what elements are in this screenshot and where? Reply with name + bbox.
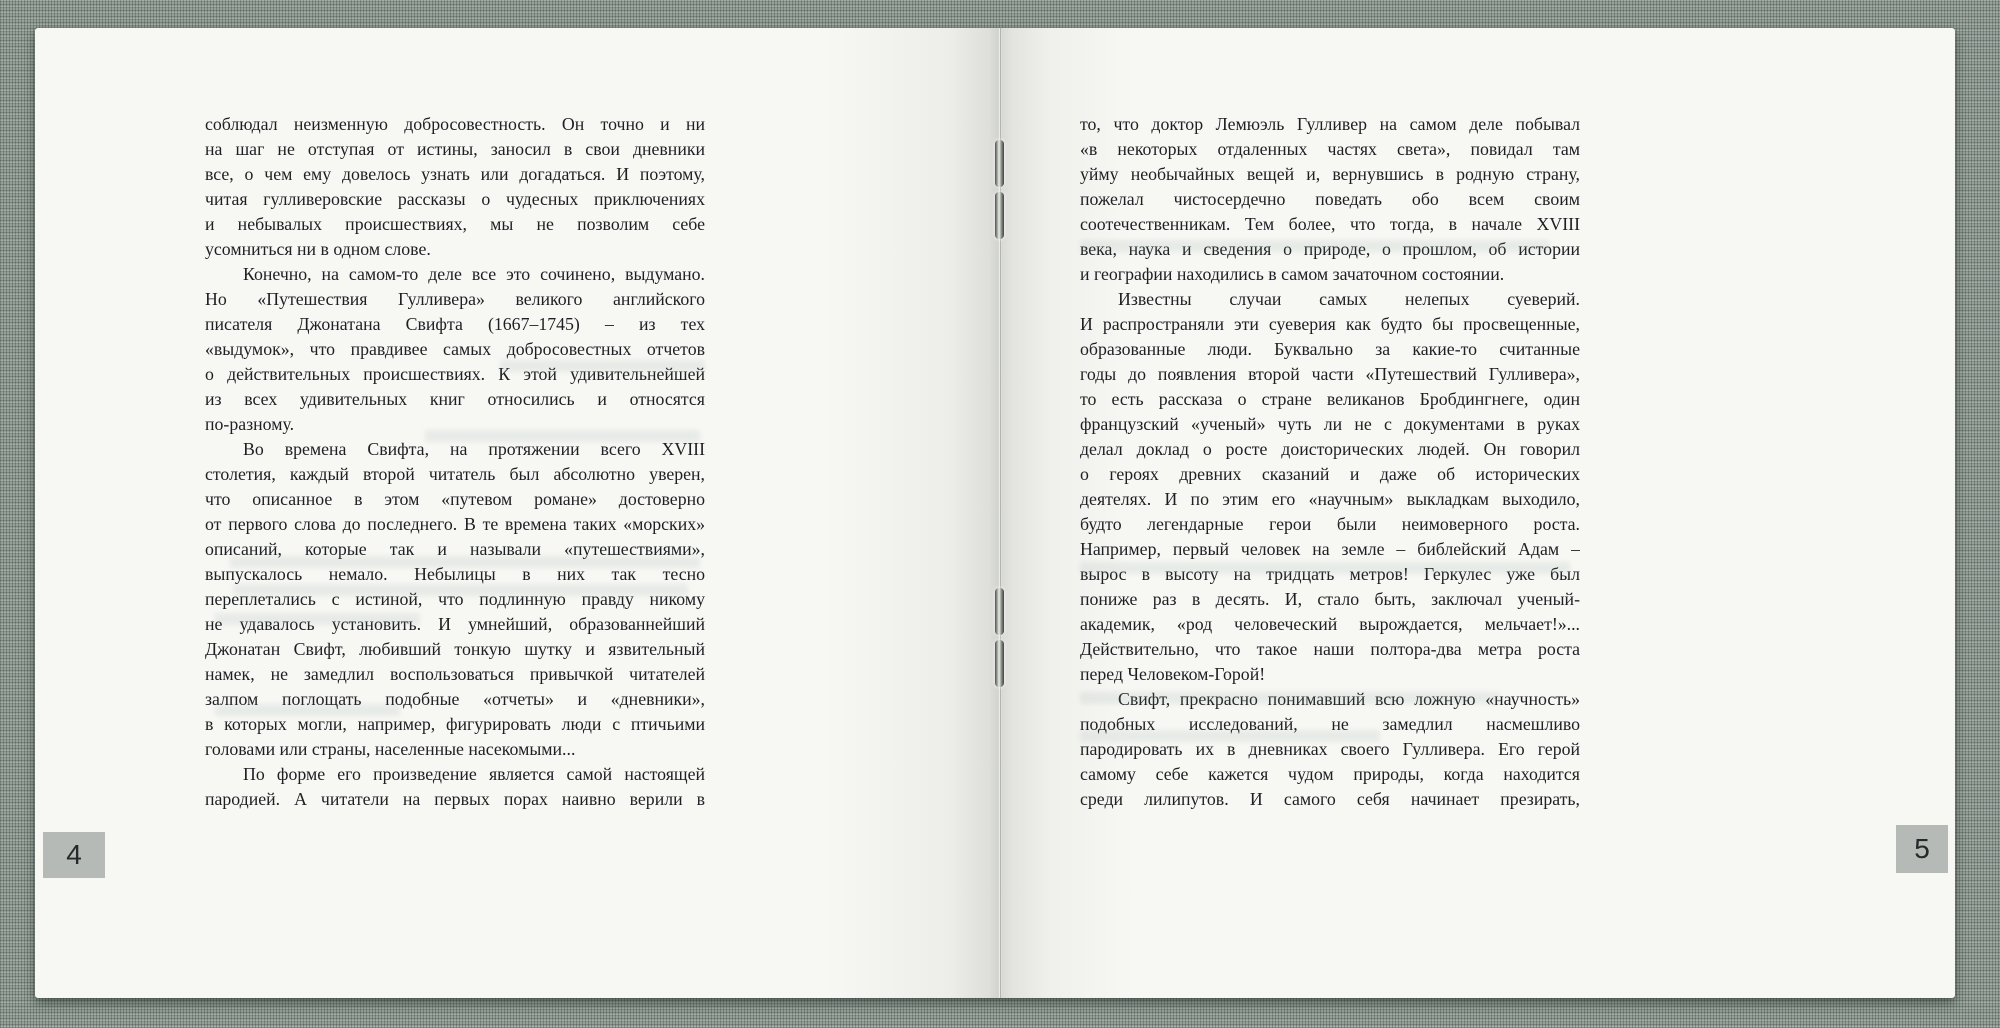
text-line: образованные люди. Буквально за какие-то считанные — [1080, 339, 1580, 359]
text-line: Конечно, на самом-то деле все это сочинено, выдумано. — [243, 264, 705, 284]
text-line: И распространяли эти суеверия как будто бы просвещенные, — [1080, 314, 1580, 334]
text-line: годы до появления второй части «Путешествий Гулливера», — [1080, 364, 1580, 384]
text-line: то есть рассказа о стране великанов Бробдингнеге, один — [1080, 389, 1580, 409]
text-line: академик, «род человеческий вырождается, мельчает!»... — [1080, 614, 1580, 634]
text-line: пародировать их в дневниках своего Гулливера. Его герой — [1080, 739, 1580, 759]
text-line: соотечественникам. Тем более, что тогда, в начале XVIII — [1080, 214, 1580, 234]
text-line: от первого слова до последнего. В те времена таких «морских» — [205, 514, 705, 534]
text-line: Например, первый человек на земле – библейский Адам – — [1080, 539, 1580, 559]
text-line: пожелал чистосердечно поведать обо всем своим — [1080, 189, 1580, 209]
page-number-badge — [1896, 825, 1948, 873]
text-line: что описанное в этом «путевом романе» достоверно — [205, 489, 705, 509]
text-line: подобных исследований, не замедлил насмешливо — [1080, 714, 1580, 734]
text-line: Действительно, что такое наши полтора-два метра роста — [1080, 639, 1580, 659]
text-line: «выдумок», что правдивее самых добросовестных отчетов — [205, 339, 705, 359]
text-line: и небывалых происшествиях, мы не позволим себе — [205, 214, 705, 234]
page-number: 4 — [66, 839, 82, 870]
text-line: среди лилипутов. И самого себя начинает презирать, — [1080, 789, 1580, 809]
staple-leg — [995, 588, 1004, 635]
staple-leg — [995, 192, 1004, 239]
text-line: Но «Путешествия Гулливера» великого английского — [205, 289, 705, 309]
text-line: описаний, которые так и называли «путешествиями», — [205, 539, 705, 559]
text-line: залпом поглощать подобные «отчеты» и «дневники», — [205, 689, 705, 709]
text-line: все, о чем ему довелось узнать или догадаться. И поэтому, — [205, 164, 705, 184]
right-page — [1000, 28, 1955, 998]
text-line: самому себе кажется чудом природы, когда находится — [1080, 764, 1580, 784]
text-line: Джонатан Свифт, любивший тонкую шутку и язвительный — [205, 639, 705, 659]
text-line: выпускалось немало. Небылицы в них так тесно — [205, 564, 705, 584]
page-number: 5 — [1914, 833, 1930, 864]
text-line: французский «ученый» чуть ли не с документами в руках — [1080, 414, 1580, 434]
left-page-text — [205, 112, 705, 812]
text-line: соблюдал неизменную добросовестность. Он точно и ни — [205, 114, 705, 134]
text-line: о действительных происшествиях. К этой удивительнейшей — [205, 364, 705, 384]
text-line: намек, не замедлил воспользоваться привычкой читателей — [205, 664, 705, 684]
text-line: то, что доктор Лемюэль Гулливер на самом деле побывал — [1080, 114, 1580, 134]
text-line: пониже раз в десять. И, стало быть, заключал ученый- — [1080, 589, 1580, 609]
staple-bottom — [993, 588, 1006, 692]
text-line: читая гулливеровские рассказы о чудесных приключениях — [205, 189, 705, 209]
text-line: Во времена Свифта, на протяжении всего XVIII — [243, 439, 705, 459]
text-line: пародией. А читатели на первых порах наивно верили в — [205, 789, 705, 809]
text-line: По форме его произведение является самой настоящей — [243, 764, 705, 784]
text-line: «в некоторых отдаленных частях света», повидал там — [1080, 139, 1580, 159]
text-line: на шаг не отступая от истины, заносил в свои дневники — [205, 139, 705, 159]
text-line: о героях древних сказаний и даже об исторических — [1080, 464, 1580, 484]
text-line: из всех удивительных книг относились и относятся — [205, 389, 705, 409]
text-line: перед Человеком-Горой! — [1080, 664, 1266, 684]
right-page-text — [1080, 112, 1580, 812]
text-line: вырос в высоту на тридцать метров! Геркулес уже был — [1080, 564, 1580, 584]
text-line: будто легендарные герои были неимоверного роста. — [1080, 514, 1580, 534]
text-line: и географии находились в самом зачаточном состоянии. — [1080, 264, 1505, 284]
text-line: усомниться ни в одном слове. — [205, 239, 431, 259]
text-line: переплетались с истиной, что подлинную правду никому — [205, 589, 705, 609]
book-spread — [35, 28, 1955, 998]
text-line: в которых могли, например, фигурировать люди с птичьими — [205, 714, 705, 734]
text-line: уйму необычайных вещей и, вернувшись в родную страну, — [1080, 164, 1580, 184]
text-line: делал доклад о росте доисторических людей. Он говорил — [1080, 439, 1580, 459]
staple-top — [993, 140, 1006, 244]
page-number-badge — [43, 832, 105, 878]
staple-leg — [995, 640, 1004, 687]
text-line: Свифт, прекрасно понимавший всю ложную «научность» — [1118, 689, 1580, 709]
text-line: столетия, каждый второй читатель был абсолютно уверен, — [205, 464, 705, 484]
staple-leg — [995, 140, 1004, 187]
text-line: головами или страны, населенные насекомыми... — [205, 739, 576, 759]
text-line: века, наука и сведения о природе, о прошлом, об истории — [1080, 239, 1580, 259]
text-line: Известны случаи самых нелепых суеверий. — [1118, 289, 1580, 309]
text-line: не удавалось установить. И умнейший, образованнейший — [205, 614, 705, 634]
left-page — [35, 28, 1000, 998]
text-line: по-разному. — [205, 414, 295, 434]
text-line: писателя Джонатана Свифта (1667–1745) – из тех — [205, 314, 705, 334]
text-line: деятелях. И по этим его «научным» выкладкам выходило, — [1080, 489, 1580, 509]
